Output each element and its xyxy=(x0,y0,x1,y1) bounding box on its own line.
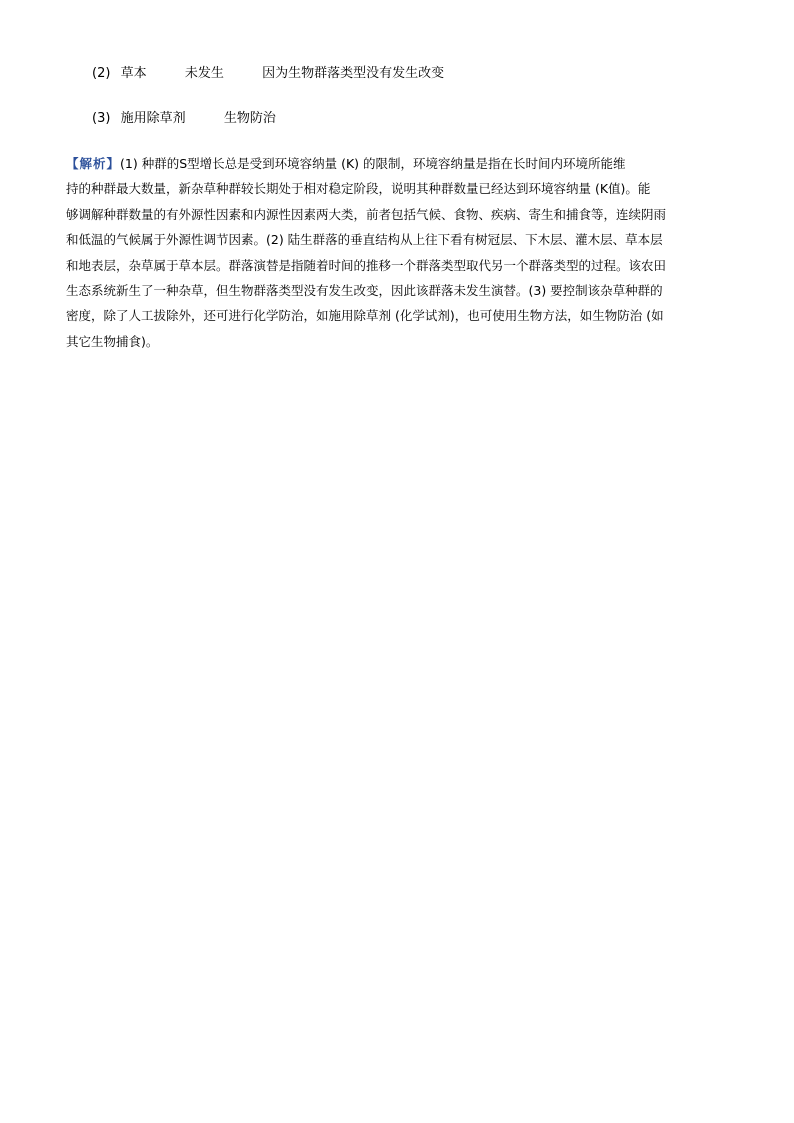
answer-q2-part3: 因为生物群落类型没有发生改变 xyxy=(262,66,445,81)
analysis-line-6: 生态系统新生了一种杂草，但生物群落类型没有发生改变，因此该群落未发生演替。(3) 要控制该杂草种群的 xyxy=(66,282,663,298)
analysis-line-4: 和低温的气候属于外源性调节因素。(2) 陆生群落的垂直结构从上往下看有树冠层、下木层、灌木层、草本层 xyxy=(66,232,663,248)
answer-q3 xyxy=(92,110,276,128)
analysis-paragraph xyxy=(66,151,730,354)
answer-q3-part1: 施用除草剂 xyxy=(120,111,186,126)
analysis-line-1 xyxy=(66,151,730,176)
analysis-text-1: (1) 种群的S型增长总是受到环境容纳量 (K) 的限制，环境容纳量是指在长时间内环境所能维 xyxy=(120,156,626,171)
answer-q3-number: (3) xyxy=(92,111,111,126)
analysis-line-7: 密度，除了人工拔除外，还可进行化学防治，如施用除草剂 (化学试剂)，也可使用生物方法，如生物防治 (如 xyxy=(66,308,664,324)
analysis-line-5: 和地表层，杂草属于草本层。群落演替是指随着时间的推移一个群落类型取代另一个群落类型的过程。该农田 xyxy=(66,257,667,273)
answer-q2-number: (2) xyxy=(92,66,111,81)
answer-q2-part1: 草本 xyxy=(120,66,147,81)
analysis-line-2: 持的种群最大数量，新杂草种群较长期处于相对稳定阶段，说明其种群数量已经达到环境容纳量 (K值)。能 xyxy=(66,181,651,197)
analysis-line-8: 其它生物捕食)。 xyxy=(66,333,159,349)
answer-q2 xyxy=(92,65,444,83)
answer-q2-part2: 未发生 xyxy=(184,66,224,81)
analysis-line-3: 够调解种群数量的有外源性因素和内源性因素两大类，前者包括气候、食物、疾病、寄生和捕食等，连续阴雨 xyxy=(66,206,667,222)
answer-q3-part2: 生物防治 xyxy=(223,111,276,126)
analysis-tag: 【解析】 xyxy=(66,156,121,171)
